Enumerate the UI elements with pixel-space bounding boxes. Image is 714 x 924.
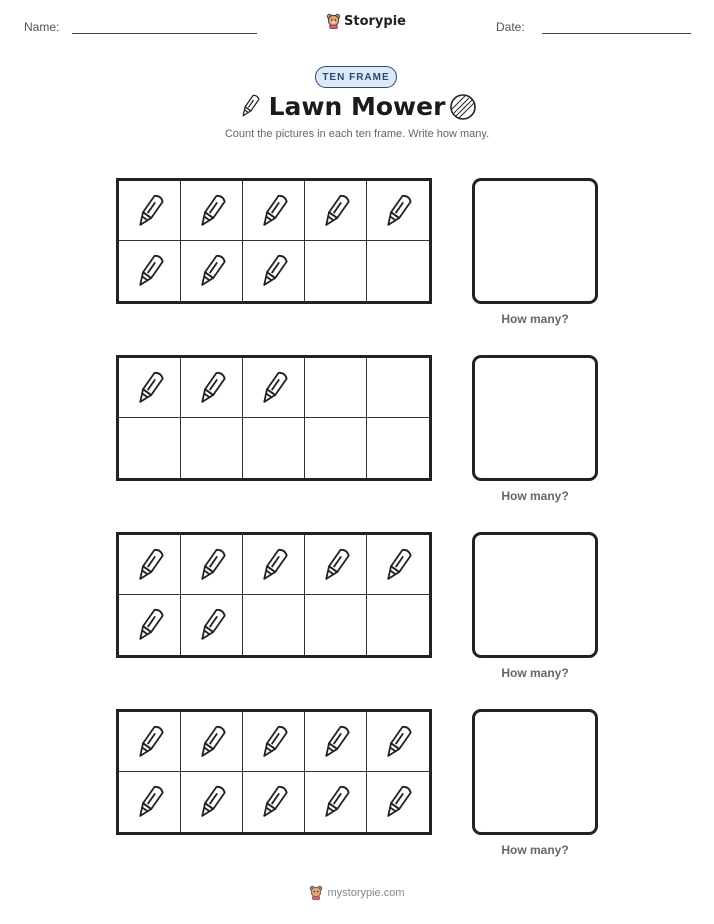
pencil-icon bbox=[316, 722, 356, 762]
ten-frame bbox=[116, 178, 432, 304]
frame-cell bbox=[243, 241, 305, 301]
frame-cell bbox=[181, 181, 243, 241]
ten-frame bbox=[116, 532, 432, 658]
frame-cell bbox=[305, 241, 367, 301]
pencil-icon bbox=[192, 191, 232, 231]
frame-cell bbox=[119, 181, 181, 241]
frame-cell bbox=[243, 358, 305, 418]
instructions: Count the pictures in each ten frame. Write how many. bbox=[224, 128, 490, 140]
pencil-icon bbox=[254, 722, 294, 762]
frame-cell bbox=[243, 772, 305, 832]
frame-cell bbox=[181, 241, 243, 301]
pencil-icon bbox=[192, 368, 232, 408]
pencil-icon bbox=[192, 722, 232, 762]
frame-cell bbox=[181, 772, 243, 832]
pencil-icon bbox=[192, 605, 232, 645]
frame-cell bbox=[181, 418, 243, 478]
frame-cell bbox=[119, 418, 181, 478]
answer-box[interactable] bbox=[472, 532, 598, 658]
frame-cell bbox=[243, 595, 305, 655]
frame-cell bbox=[119, 712, 181, 772]
frame-cell bbox=[119, 595, 181, 655]
frame-cell bbox=[243, 712, 305, 772]
brand-logo bbox=[326, 13, 406, 29]
pencil-icon bbox=[130, 545, 170, 585]
footer bbox=[0, 885, 714, 900]
frame-cell bbox=[367, 772, 429, 832]
frame-cell bbox=[181, 358, 243, 418]
date-line[interactable] bbox=[542, 33, 691, 34]
pencil-icon bbox=[254, 191, 294, 231]
name-label: Name: bbox=[24, 20, 60, 34]
frame-cell bbox=[367, 358, 429, 418]
pencil-icon bbox=[130, 251, 170, 291]
pencil-icon bbox=[378, 722, 418, 762]
answer-box[interactable] bbox=[472, 178, 598, 304]
pencil-icon bbox=[254, 251, 294, 291]
frame-cell bbox=[181, 535, 243, 595]
pencil-icon bbox=[378, 545, 418, 585]
pencil-icon bbox=[130, 191, 170, 231]
frame-cell bbox=[119, 241, 181, 301]
pencil-icon bbox=[378, 782, 418, 822]
bear-mascot-icon bbox=[309, 885, 323, 900]
frame-cell bbox=[305, 181, 367, 241]
ten-frame bbox=[116, 355, 432, 481]
frame-cell bbox=[119, 535, 181, 595]
ten-frame-badge: TEN FRAME bbox=[315, 66, 397, 88]
frame-cell bbox=[243, 535, 305, 595]
bear-mascot-icon bbox=[326, 13, 341, 29]
frame-cell bbox=[367, 418, 429, 478]
frame-cell bbox=[367, 241, 429, 301]
frame-cell bbox=[243, 418, 305, 478]
pencil-icon bbox=[192, 782, 232, 822]
answer-box[interactable] bbox=[472, 709, 598, 835]
date-label: Date: bbox=[496, 20, 525, 34]
brand-name: Storypie bbox=[344, 13, 406, 29]
frame-cell bbox=[119, 772, 181, 832]
pencil-icon bbox=[254, 782, 294, 822]
answer-box[interactable] bbox=[472, 355, 598, 481]
frame-cell bbox=[367, 595, 429, 655]
pencil-icon bbox=[378, 191, 418, 231]
pencil-icon bbox=[316, 191, 356, 231]
frame-cell bbox=[305, 595, 367, 655]
name-line[interactable] bbox=[72, 33, 257, 34]
frame-cell bbox=[243, 181, 305, 241]
ball-of-yarn-icon bbox=[449, 93, 477, 121]
frame-cell bbox=[305, 358, 367, 418]
pencil-icon bbox=[130, 782, 170, 822]
frame-cell bbox=[119, 358, 181, 418]
pencil-icon bbox=[316, 782, 356, 822]
frame-cell bbox=[305, 418, 367, 478]
how-many-label: How many? bbox=[501, 666, 569, 680]
how-many-label: How many? bbox=[501, 489, 569, 503]
how-many-label: How many? bbox=[501, 312, 569, 326]
pencil-icon bbox=[192, 545, 232, 585]
how-many-label: How many? bbox=[501, 843, 569, 857]
pencil-icon bbox=[130, 722, 170, 762]
page-title: Lawn Mower bbox=[268, 92, 446, 121]
pencil-icon bbox=[192, 251, 232, 291]
frame-cell bbox=[367, 181, 429, 241]
ten-frame bbox=[116, 709, 432, 835]
frame-cell bbox=[305, 712, 367, 772]
pencil-icon bbox=[316, 545, 356, 585]
pencil-icon bbox=[254, 368, 294, 408]
frame-cell bbox=[181, 712, 243, 772]
footer-url: mystorypie.com bbox=[327, 886, 405, 899]
frame-cell bbox=[181, 595, 243, 655]
frame-cell bbox=[367, 712, 429, 772]
frame-cell bbox=[367, 535, 429, 595]
pencil-icon bbox=[130, 368, 170, 408]
pencil-icon bbox=[130, 605, 170, 645]
frame-cell bbox=[305, 772, 367, 832]
frame-cell bbox=[305, 535, 367, 595]
pencil-icon bbox=[254, 545, 294, 585]
